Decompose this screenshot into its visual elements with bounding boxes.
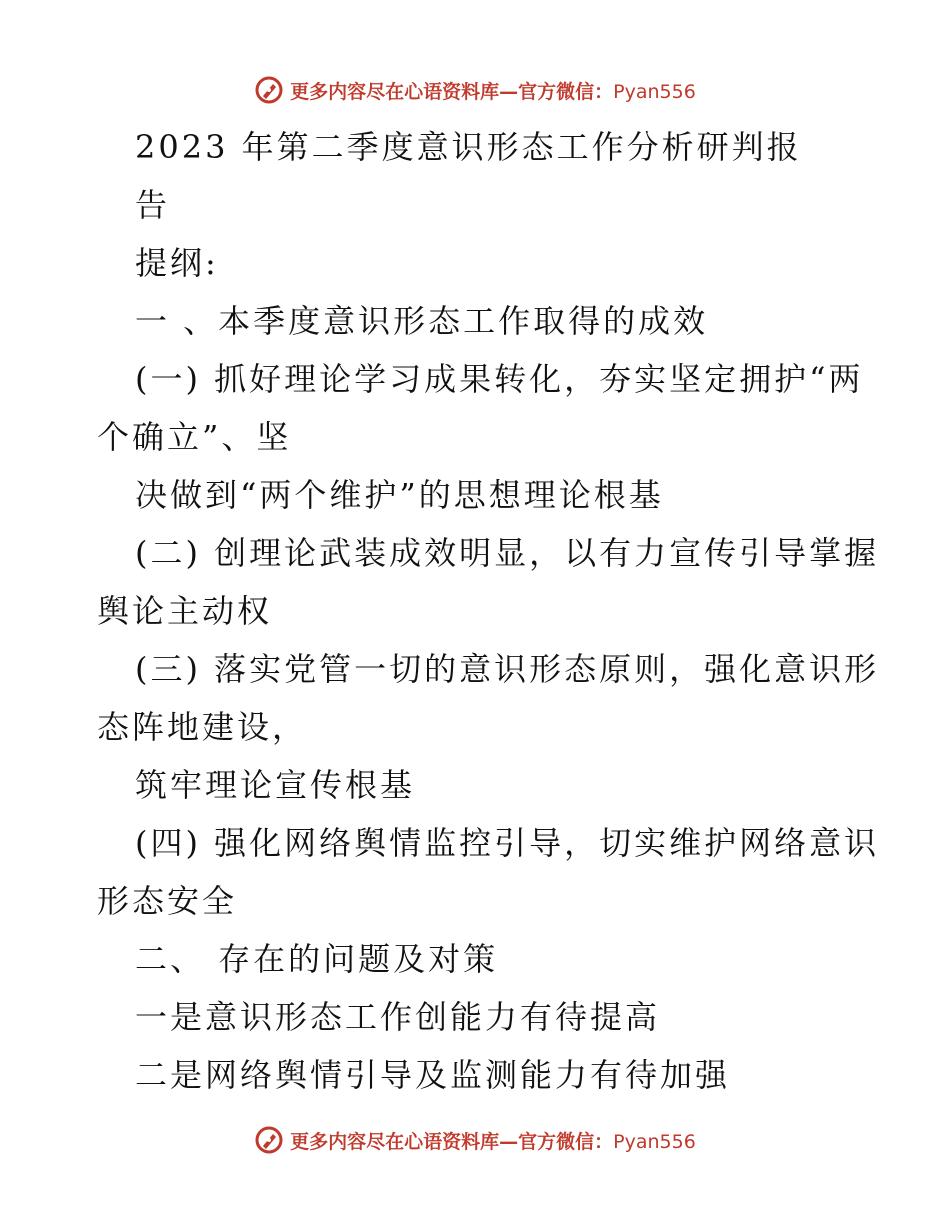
text-line: 提纲: <box>135 244 219 282</box>
pen-nib-logo-icon <box>254 75 284 105</box>
watermark-text: 更多内容尽在心语资料库—官方微信：Pyan556 <box>290 1130 696 1153</box>
document-body <box>97 118 880 1104</box>
watermark-header <box>0 70 950 110</box>
text-line: 告 <box>135 186 171 224</box>
watermark-text: 更多内容尽在心语资料库—官方微信：Pyan556 <box>290 80 696 103</box>
watermark-footer <box>0 1120 950 1160</box>
watermark-id: Pyan556 <box>613 80 696 103</box>
text-line: 舆论主动权 <box>97 592 273 630</box>
watermark-id: Pyan556 <box>613 1130 696 1153</box>
text-line: 筑牢理论宣传根基 <box>135 766 416 804</box>
pen-nib-logo-icon <box>254 1125 284 1155</box>
text-line: 决做到“两个维护”的思想理论根基 <box>135 476 664 514</box>
text-line: (一) 抓好理论学习成果转化，夯实坚定拥护“两 <box>135 360 864 398</box>
text-line: (四) 强化网络舆情监控引导，切实维护网络意识 <box>135 824 880 862</box>
text-line: 个确立”、坚 <box>97 418 292 456</box>
text-line: (三) 落实党管一切的意识形态原则，强化意识形 <box>135 650 880 688</box>
text-line: 2023 年第二季度意识形态工作分析研判报 <box>135 128 802 166</box>
text-line: 二是网络舆情引导及监测能力有待加强 <box>135 1056 731 1094</box>
text-line: (二) 创理论武装成效明显，以有力宣传引导掌握 <box>135 534 880 572</box>
text-line: 二、 存在的问题及对策 <box>135 940 499 978</box>
text-line: 形态安全 <box>97 882 238 920</box>
text-line: 一 、本季度意识形态工作取得的成效 <box>135 302 709 340</box>
text-line: 态阵地建设， <box>97 708 308 746</box>
text-line: 一是意识形态工作创能力有待提高 <box>135 998 661 1036</box>
